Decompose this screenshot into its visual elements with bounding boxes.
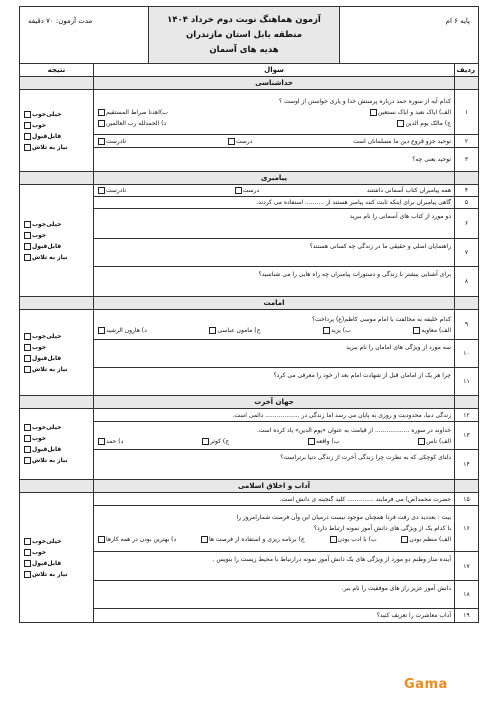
question-number: ۹: [455, 310, 479, 340]
question-row: [20, 493, 479, 506]
grade-option[interactable]: قابل‌قبول: [23, 353, 90, 364]
options-row: [97, 436, 451, 447]
question-cell: [94, 310, 455, 340]
exam-table: [19, 63, 479, 623]
exam-subject: هدیه های آسمان: [209, 44, 279, 55]
checkbox-icon[interactable]: [98, 438, 105, 445]
checkbox-icon[interactable]: [201, 536, 208, 543]
question-text: آینده ساز وطنم دو مورد از ویژگی های یک دانش آموز نمونه درارتباط با محیط زیست را بنویس .: [94, 552, 455, 581]
section-row: [20, 480, 479, 493]
checkbox-icon[interactable]: [397, 120, 404, 127]
checkbox-icon[interactable]: [330, 536, 337, 543]
question-text: گاهی پیامبران برای اینکه ثابت کنند پیامبر هستند از .......... استفاده می کردند.: [94, 197, 455, 209]
question-text: توحید جزو فروع دین ما مسلمانان است: [353, 137, 451, 145]
question-row: [20, 90, 479, 135]
section-title: جهان آخرت: [94, 396, 455, 409]
checkbox-icon[interactable]: [24, 221, 31, 228]
question-text: آداب معاشرت را تعریف کنید؟: [94, 609, 455, 623]
option-b[interactable]: ب) با ادب بودن: [329, 534, 377, 545]
grade-option[interactable]: نیاز به تلاش: [23, 569, 90, 580]
section-title: آداب و اخلاق اسلامی: [94, 480, 455, 493]
options-row: [97, 534, 451, 545]
exam-region: منطقه بابل استان مازندران: [185, 29, 303, 40]
col-num-header: ردیف: [455, 64, 479, 77]
grade-option[interactable]: قابل‌قبول: [23, 558, 90, 569]
col-question-header: سوال: [94, 64, 455, 77]
checkbox-icon[interactable]: [24, 122, 31, 129]
grade-option[interactable]: خیلی‌خوب: [23, 109, 90, 120]
option-a[interactable]: الف) منظم بودن: [400, 534, 451, 545]
question-number: ۲: [455, 135, 479, 148]
checkbox-icon[interactable]: [98, 109, 105, 116]
checkbox-icon[interactable]: [24, 111, 31, 118]
question-text: چرا هر یک از امامان قبل از شهادت امام بعد از خود را معرفی می کرد؟: [94, 368, 455, 396]
checkbox-icon[interactable]: [24, 254, 31, 261]
checkbox-icon[interactable]: [98, 327, 105, 334]
checkbox-icon[interactable]: [24, 435, 31, 442]
section-row: [20, 297, 479, 310]
option-false[interactable]: نادرست: [97, 136, 126, 147]
checkbox-icon[interactable]: [24, 355, 31, 362]
question-text: دانش آموز عزیز راز های موفقیت را نام ببر.: [94, 581, 455, 609]
question-number: ۱۴: [455, 450, 479, 480]
question-text: توحید یعنی چه؟: [94, 148, 455, 172]
verse-text: بیت : بعددید دی رفت فردا همچنان موجود نیست درمیان این وآن فرصت شمارامروز را: [236, 514, 451, 521]
exam-title: آزمون هماهنگ نوبت دوم خرداد ۱۴۰۴: [167, 14, 321, 25]
grade-option[interactable]: خوب: [23, 342, 90, 353]
question-text: همه پیامبران کتاب آسمانی داشتند: [366, 187, 451, 194]
question-text: راهنمایان اصلی و حقیقی ما در زندگی چه کسانی هستند؟: [94, 239, 455, 267]
checkbox-icon[interactable]: [413, 327, 420, 334]
option-b[interactable]: ب)اهدنا صراط المستقیم: [97, 107, 168, 118]
checkbox-icon[interactable]: [202, 438, 209, 445]
checkbox-icon[interactable]: [98, 187, 105, 194]
option-a[interactable]: الف) ایاک نعبد و ایاک نستعین: [369, 107, 451, 118]
option-b[interactable]: ب) واقعه: [307, 436, 339, 447]
option-c[interactable]: ج) برنامه ریزی و استفاده از فرصت ها: [200, 534, 305, 545]
grade-option[interactable]: خوب: [23, 547, 90, 558]
question-text: خداوند در سوره .................. از قیامت به عنوان «یوم الدین» یاد کرده است.: [256, 426, 451, 434]
option-c[interactable]: ج) مالک یوم الدین: [396, 118, 451, 129]
question-text: کدام آیه از سوره حمد درباره پرستش خدا و یاری خواستن از اوست ؟: [279, 97, 451, 105]
question-number: ۴: [455, 185, 479, 197]
grade-option[interactable]: خیلی‌خوب: [23, 331, 90, 342]
question-number: ۱۳: [455, 422, 479, 450]
question-text: دو مورد از کتاب های آسمانی را نام ببرید: [94, 209, 455, 239]
question-number: ۱۰: [455, 340, 479, 368]
checkbox-icon[interactable]: [24, 243, 31, 250]
question-number: ۱۲: [455, 409, 479, 422]
exam-header: [19, 6, 479, 63]
question-cell: [94, 185, 455, 197]
checkbox-icon[interactable]: [24, 457, 31, 464]
section-row: [20, 77, 479, 90]
question-number: ۸: [455, 267, 479, 297]
options-row: [97, 118, 451, 129]
checkbox-icon[interactable]: [24, 366, 31, 373]
option-d[interactable]: د) حمد: [97, 436, 123, 447]
option-c[interactable]: ج) مامون عباسی: [208, 325, 260, 336]
question-number: ۱۱: [455, 368, 479, 396]
grade-option[interactable]: خوب: [23, 120, 90, 131]
checkbox-icon[interactable]: [24, 344, 31, 351]
option-d[interactable]: د) الحمدلله رب العالمین: [97, 118, 166, 129]
question-number: ۱۵: [455, 493, 479, 506]
col-result-header: نتیجه: [20, 64, 94, 77]
checkbox-icon[interactable]: [24, 133, 31, 140]
question-text: حضرت محمد(ص) می فرمایند .............. کلید گنجینه ی دانش است.: [94, 493, 455, 506]
checkbox-icon[interactable]: [308, 438, 315, 445]
checkbox-icon[interactable]: [24, 560, 31, 567]
question-number: ۷: [455, 239, 479, 267]
question-number: ۱۷: [455, 552, 479, 581]
checkbox-icon[interactable]: [24, 424, 31, 431]
grade-option[interactable]: نیاز به تلاش: [23, 364, 90, 375]
checkbox-icon[interactable]: [24, 333, 31, 340]
checkbox-icon[interactable]: [98, 120, 105, 127]
grade-option[interactable]: نیاز به تلاش: [23, 455, 90, 466]
grade-option[interactable]: نیاز به تلاش: [23, 142, 90, 153]
checkbox-icon[interactable]: [228, 138, 235, 145]
grade-cell: [20, 493, 94, 623]
exam-page: [19, 6, 479, 623]
question-cell: [94, 135, 455, 148]
question-text: با کدام یک از ویژگی های دانش آموز نمونه ارتباط دارد؟: [313, 525, 451, 532]
option-true[interactable]: درست: [227, 136, 253, 147]
question-row: [20, 185, 479, 197]
question-number: ۶: [455, 209, 479, 239]
question-number: ۳: [455, 148, 479, 172]
checkbox-icon[interactable]: [24, 144, 31, 151]
grade-option[interactable]: قابل‌قبول: [23, 241, 90, 252]
table-header-row: [20, 64, 479, 77]
question-number: ۱۸: [455, 581, 479, 609]
question-number: ۱۹: [455, 609, 479, 623]
grade-option[interactable]: قابل‌قبول: [23, 444, 90, 455]
checkbox-icon[interactable]: [24, 571, 31, 578]
grade-option[interactable]: خوب: [23, 230, 90, 241]
checkbox-icon[interactable]: [24, 446, 31, 453]
checkbox-icon[interactable]: [24, 538, 31, 545]
question-text: سه مورد از ویژگی های امامان را نام ببرید: [94, 340, 455, 368]
checkbox-icon[interactable]: [370, 109, 377, 116]
option-false[interactable]: نادرست: [97, 185, 126, 196]
gama-logo: Gama: [404, 677, 448, 692]
grade-cell: [20, 409, 94, 480]
checkbox-icon[interactable]: [418, 438, 425, 445]
question-cell: [94, 422, 455, 450]
option-a[interactable]: الف) معاویه: [412, 325, 451, 336]
section-row: [20, 172, 479, 185]
checkbox-icon[interactable]: [235, 187, 242, 194]
option-d[interactable]: د) بهترین بودن در همه کارها: [97, 534, 176, 545]
exam-duration: مدت آزمون: ۷۰ دقیقه: [28, 17, 93, 25]
checkbox-icon[interactable]: [98, 536, 105, 543]
question-row: [20, 409, 479, 422]
question-text: زندگی دنیا، محدودیت و روزی به پایان می رسد اما زندگی در .................. دائمی است.: [94, 409, 455, 422]
question-number: ۱: [455, 90, 479, 135]
question-cell: [94, 506, 455, 552]
option-d[interactable]: د) هارون الرشید: [97, 325, 147, 336]
grade-cell: [20, 90, 94, 172]
options-row: [97, 107, 451, 118]
grade-option[interactable]: خیلی‌خوب: [23, 536, 90, 547]
checkbox-icon[interactable]: [98, 138, 105, 145]
checkbox-icon[interactable]: [24, 232, 31, 239]
question-cell: [94, 90, 455, 135]
section-title: پیامبری: [94, 172, 455, 185]
section-title: امامت: [94, 297, 455, 310]
option-c[interactable]: ج) کوثر: [201, 436, 229, 447]
grade-cell: [20, 185, 94, 297]
section-row: [20, 396, 479, 409]
question-text: دلنای کوچکی که به نظرت چرا زندگی آخرت از زندگی دنیا برتراست؟: [94, 450, 455, 480]
question-text: کدام خلیفه به مخالفت با امام موسی کاظم(ع) پرداخت؟: [311, 315, 451, 323]
checkbox-icon[interactable]: [401, 536, 408, 543]
grade-label: پایه ۶ ام: [445, 17, 470, 25]
option-a[interactable]: الف) ناس: [417, 436, 451, 447]
question-number: ۱۶: [455, 506, 479, 552]
grade-option[interactable]: خوب: [23, 433, 90, 444]
options-row: [97, 325, 451, 336]
checkbox-icon[interactable]: [209, 327, 216, 334]
grade-cell: [20, 310, 94, 396]
checkbox-icon[interactable]: [24, 549, 31, 556]
exam-title-box: [148, 7, 340, 63]
question-number: ۵: [455, 197, 479, 209]
option-b[interactable]: ب) یزید: [322, 325, 351, 336]
grade-option[interactable]: خیلی‌خوب: [23, 422, 90, 433]
section-title: خداشناسی: [94, 77, 455, 90]
question-row: [20, 310, 479, 340]
grade-option[interactable]: نیاز به تلاش: [23, 252, 90, 263]
grade-option[interactable]: قابل‌قبول: [23, 131, 90, 142]
question-text: برای آشنایی بیشتر با زندگی و دستورات پیامبران چه راه هایی را می شناسید؟: [94, 267, 455, 297]
option-true[interactable]: درست: [234, 185, 260, 196]
checkbox-icon[interactable]: [323, 327, 330, 334]
grade-option[interactable]: خیلی‌خوب: [23, 219, 90, 230]
